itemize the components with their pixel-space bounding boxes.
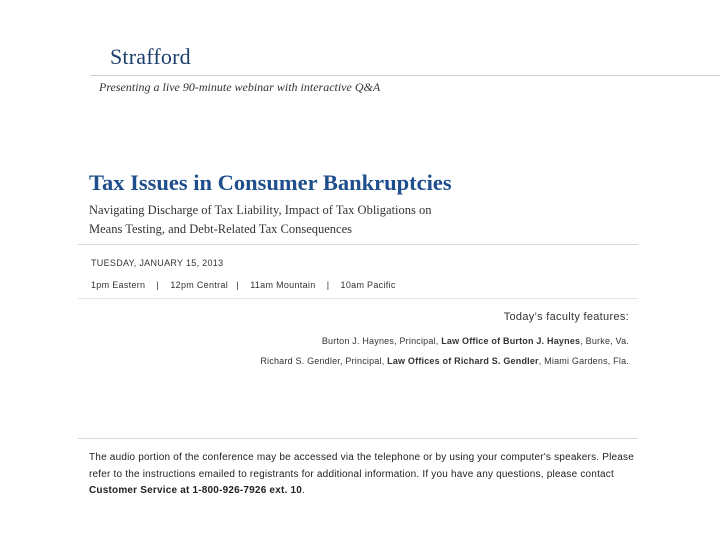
customer-service-contact: Customer Service at 1-800-926-7926 ext. 10 bbox=[89, 485, 302, 496]
faculty-firm: Law Office of Burton J. Haynes bbox=[441, 336, 581, 346]
title-divider bbox=[78, 244, 638, 245]
webinar-title: Tax Issues in Consumer Bankruptcies bbox=[89, 170, 452, 195]
webinar-date: TUESDAY, JANUARY 15, 2013 bbox=[91, 258, 224, 268]
faculty-member bbox=[322, 336, 629, 346]
webinar-times: 1pm Eastern | 12pm Central | 11am Mountain | 10am Pacific bbox=[91, 280, 396, 290]
times-divider bbox=[78, 298, 638, 299]
faculty-location: , Burke, Va. bbox=[580, 336, 629, 346]
footer-text-end: . bbox=[301, 485, 305, 496]
webinar-subtitle bbox=[89, 201, 509, 239]
faculty-member bbox=[260, 356, 629, 366]
header-divider bbox=[90, 75, 720, 76]
faculty-firm: Law Offices of Richard S. Gendler bbox=[387, 356, 539, 366]
strafford-logo: Strafford bbox=[110, 44, 191, 69]
faculty-heading: Today’s faculty features: bbox=[503, 311, 629, 323]
tagline: Presenting a live 90-minute webinar with interactive Q&A bbox=[99, 80, 381, 94]
footer-text: The audio portion of the conference may be accessed via the telephone or by using your computer's speakers. Please refer to the instructions emailed to registrants for additional information. If you have any questions, please contact bbox=[89, 452, 635, 480]
footer-notice bbox=[89, 450, 649, 500]
faculty-location: , Miami Gardens, Fla. bbox=[538, 356, 629, 366]
subtitle-line-1: Navigating Discharge of Tax Liability, Impact of Tax Obligations on bbox=[89, 203, 432, 217]
faculty-name: Richard S. Gendler, Principal, bbox=[260, 356, 388, 366]
footer-divider bbox=[78, 438, 638, 439]
faculty-name: Burton J. Haynes, Principal, bbox=[321, 336, 442, 346]
subtitle-line-2: Means Testing, and Debt-Related Tax Consequences bbox=[89, 222, 353, 236]
